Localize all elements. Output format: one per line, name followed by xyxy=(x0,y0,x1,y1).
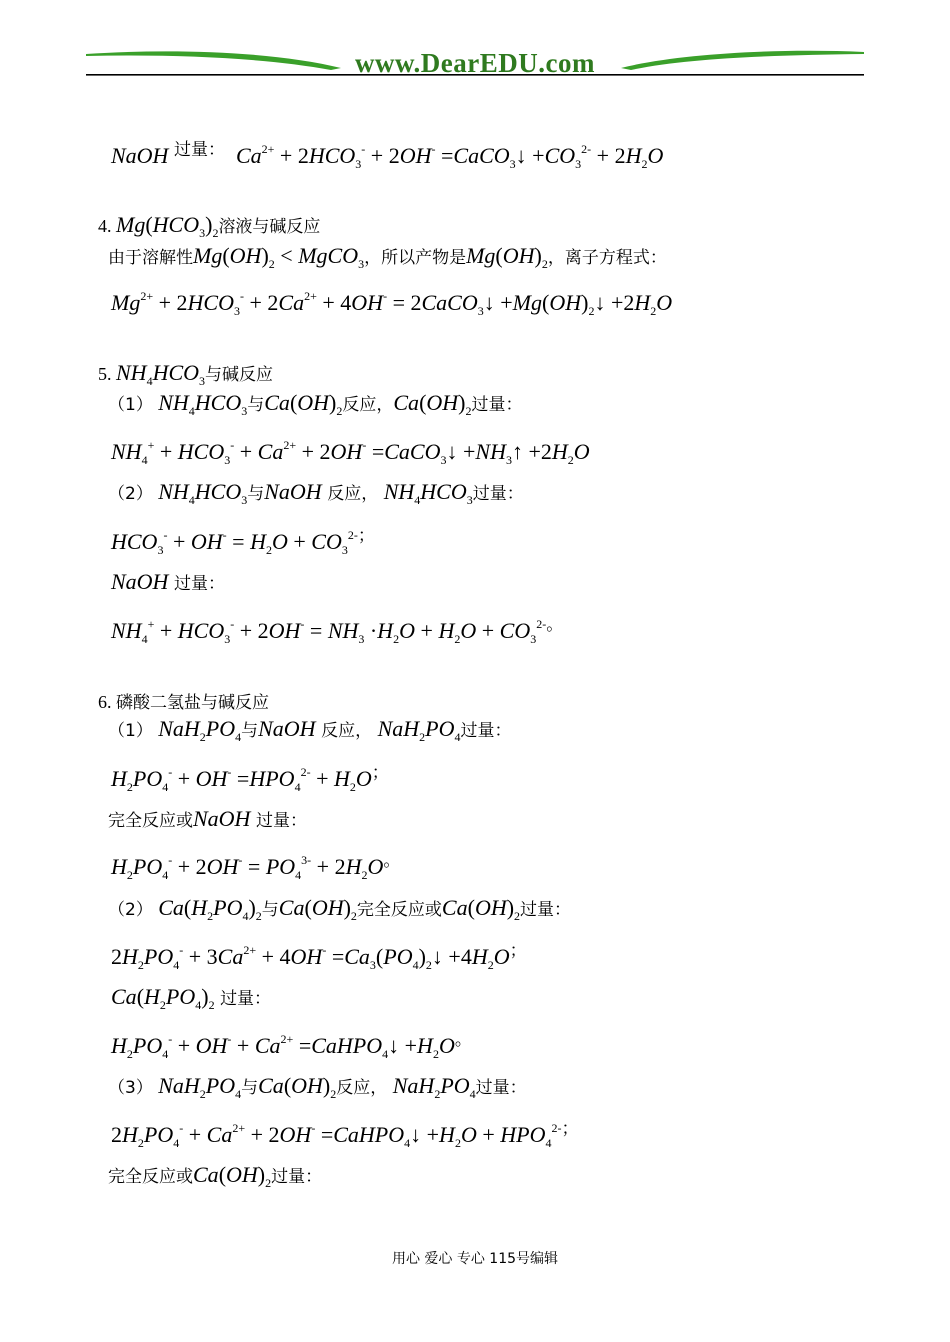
equation-8: $2H_2PO_4^- + 3Ca^{2+} + 4OH^-$ $=Ca_3(PO_4)_2↓ +4H_2O^;$ xyxy=(111,941,527,972)
section-4-heading: 4. $Mg(HCO_3)_2$溶液与碱反应 xyxy=(98,212,321,240)
site-logo: www.DearEDU.com xyxy=(355,48,595,78)
page-footer: 用心 爱心 专心 115号编辑 xyxy=(391,1251,559,1267)
equation-7: $H_2PO_4^- + 2OH^- = PO_4^{3-} + 2H_2O^。$ xyxy=(111,851,401,882)
section-5-2-text: （2） $NH_4HCO_3$与NaOH 反应， $NH_4HCO_3$过量： xyxy=(108,479,524,507)
naoh-excess-label: NaOH 过量： xyxy=(111,569,225,594)
section-6-2-text: （2） $Ca(H_2PO_4)_2$与$Ca(OH)_2$完全反应或$Ca(OH)_2$过量： xyxy=(108,895,572,923)
equation-10: $2H_2PO_4^- + Ca^{2+} + 2OH^-$ =CaHPO$_4$↓ $+H_2O + HPO_4^{2-;}$ xyxy=(111,1119,579,1150)
equation-9: $H_2PO_4^- + OH^- + Ca^{2+}$ =CaHPO$_4$↓ $+H_2O^。$ xyxy=(111,1030,472,1061)
equation-4: $HCO_3^- + OH^- = H_2O + CO_3^{2-;}$ xyxy=(111,526,375,557)
section-6-1-text: （1） $NaH_2PO_4$与NaOH 反应， $NaH_2PO_4$过量： xyxy=(108,716,512,744)
section-4-text: 由于溶解性$Mg(OH)_2$ < MgCO$_3$，所以产物是$Mg(OH)_2$，离子方程式： xyxy=(108,243,667,271)
section-5-1-text: （1） $NH_4HCO_3$与$Ca(OH)_2$反应，$Ca(OH)_2$过量： xyxy=(108,390,523,418)
equation-2: $Mg^{2+} + 2HCO_3^- + 2Ca^{2+} + 4OH^-$ = 2CaCO$_3$↓ $+Mg(OH)_2↓ +2H_2O$ xyxy=(111,289,673,318)
section-5-heading: 5. $NH_4HCO_3$与碱反应 xyxy=(98,360,274,388)
section-6-3-text: （3） $NaH_2PO_4$与$Ca(OH)_2$反应， $NaH_2PO_4$过量： xyxy=(108,1073,527,1101)
page-header xyxy=(86,44,864,84)
equation-1: NaOH $^{过量:}$ $Ca^{2+} + 2HCO_3^- + 2OH^-$ =CaCO$_3$↓ $+CO_3^{2-} + 2H_2O$ xyxy=(111,140,664,171)
section-6-1-complete: 完全反应或NaOH 过量： xyxy=(108,806,307,831)
equation-5: $NH_4^+ + HCO_3^- + 2OH^- = NH_3 \cdot H_2O + H_2O + CO_3^{2-。}$ xyxy=(111,615,564,646)
section-6-3-complete: 完全反应或$Ca(OH)_2$过量： xyxy=(108,1162,323,1190)
section-6-heading: 6. 磷酸二氢盐与碱反应 xyxy=(98,692,269,713)
section-6-2-excess: $Ca(H_2PO_4)_2$ 过量： xyxy=(111,984,272,1012)
equation-3: $NH_4^+ + HCO_3^- + Ca^{2+} + 2OH^-$ =CaCO$_3$↓ $+NH_3↑ +2H_2O$ xyxy=(111,438,590,467)
equation-6: $H_2PO_4^- + OH^- =HPO_4^{2-} + H_2O^;$ xyxy=(111,763,389,794)
